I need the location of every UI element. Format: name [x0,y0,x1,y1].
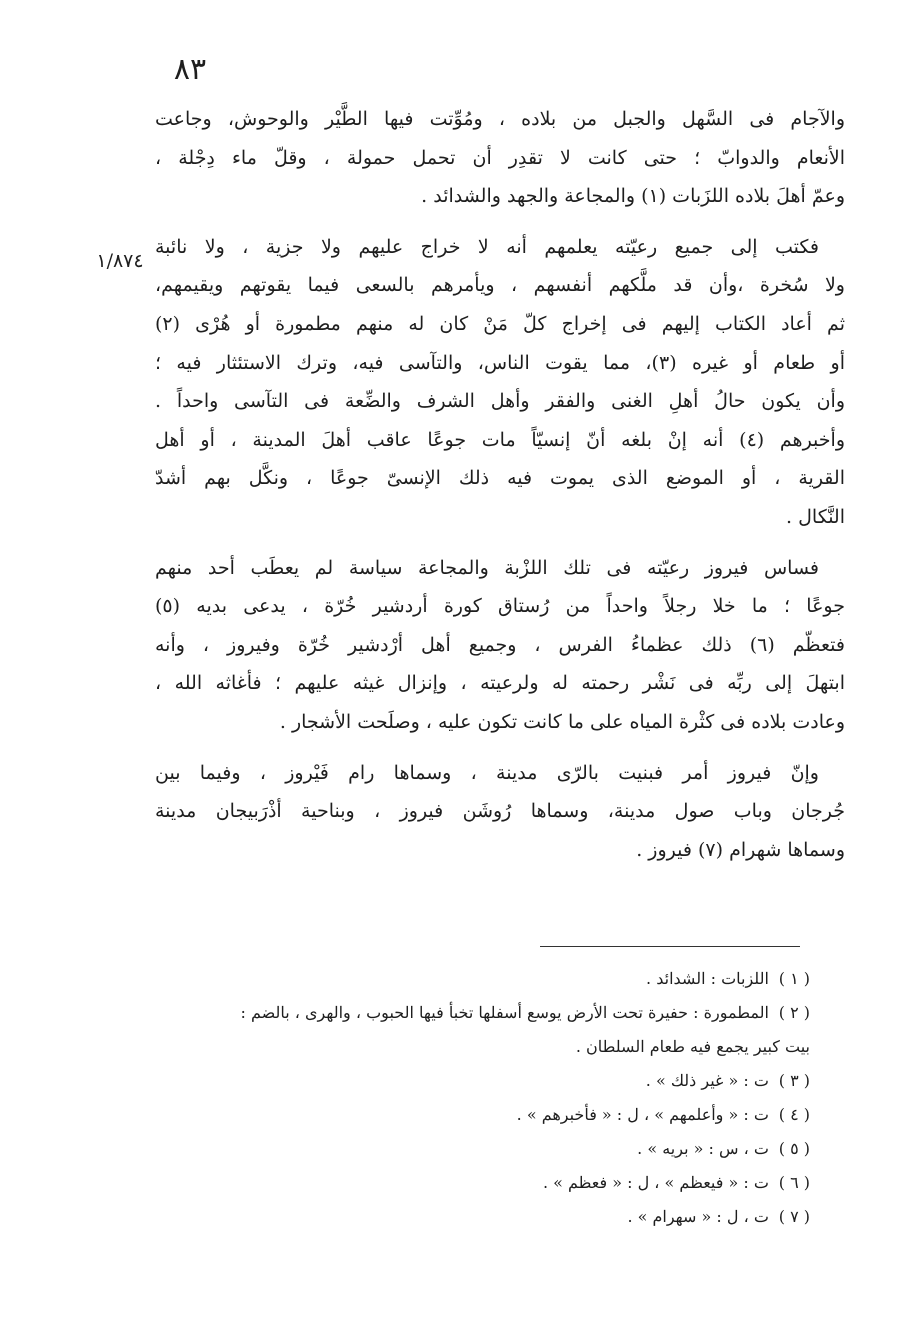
text-line: وعمّ أهلَ بلاده اللزَبات (١) والمجاعة والجهد والشدائد . [421,185,845,208]
text-line: فتعظّم (٦) ذلك عظماءُ الفرس ، وجميع أهل أرْدشير خُرّة وفيروز ، وأنه [155,633,845,656]
text-line: فكتب إلى جميع رعيّته يعلمهم أنه لا خراج عليهم ولا جزية ، ولا نائبة [155,235,819,258]
text-line: الأنعام والدوابّ ؛ حتى كانت لا تقدِر أن تحمل حمولة ، وقلّ ماء دِجْلة ، [155,146,845,169]
footnote-label: ( ٢ ) [778,1003,810,1022]
footnote-text: ت : « فيعظم » ، ل : « فعظم » . [542,1173,769,1192]
text-line: ابتهلَ إلى ربِّه فى نَشْر رحمته له ولرعيته ، وإنزال غيثه عليهم ؛ فأغاثه الله ، [155,672,845,695]
text-line: ولا سُخرة ،وأن قد ملَّكهم أنفسهم ، ويأمرهم بالسعى فيما يقوتهم ويقيمهم، [155,274,845,297]
footnote-text: ت ، س : « بريه » . [637,1139,769,1158]
footnote [110,996,810,1030]
footnote-label: ( ٤ ) [778,1105,810,1124]
paragraph [155,100,845,216]
footnote-text: ت : « وأعلمهم » ، ل : « فأخبرهم » . [516,1105,769,1124]
footnote-continuation: بيت كبير يجمع فيه طعام السلطان . [575,1037,810,1056]
text-line: جُرجان وباب صول مدينة، وسماها رُوشَن فيروز ، وبناحية أذْرَبيجان مدينة [155,800,845,823]
page-number: ٨٣ [173,52,207,87]
footnote [110,1098,810,1132]
footnote-divider [540,946,800,947]
margin-reference: ١/٨٧٤ [96,250,144,272]
footnote-text: اللزبات : الشدائد . [646,969,769,988]
footnote-label: ( ٦ ) [778,1173,810,1192]
footnote-label: ( ١ ) [778,969,810,988]
footnote [110,962,810,996]
text-line: القرية ، أو الموضع الذى يموت فيه ذلك الإنسىّ جوعًا ، ونكَّل بهم أشدّ [155,467,845,490]
footnote [110,1132,810,1166]
text-line: والآجام فى السَّهل والجبل من بلاده ، ومُوِّتت فيها الطَّيْر والوحوش، وجاعت [155,108,845,130]
text-line: وأخبرهم (٤) أنه إنْ بلغه أنّ إنسيّاً مات جوعًا عاقب أهلَ المدينة ، أو أهل [155,428,845,451]
text-line: فساس فيروز رعيّته فى تلك اللزْبة والمجاعة سياسة لم يعطَب أحد منهم [155,556,819,579]
footnote [110,1064,810,1098]
footnote [110,1200,810,1234]
footnote [110,1166,810,1200]
paragraph [155,754,845,870]
paragraph [155,228,845,537]
footnotes [110,962,810,1234]
text-line: وأن يكون حالُ أهلِ الغنى والفقر وأهل الشرف والضِّعة فى التآسى واحداً . [155,390,845,413]
text-line: ثم أعاد الكتاب إليهم فى إخراج كلّ مَنْ كان له منهم مطمورة أو هُرْى (٢) [155,312,845,335]
footnote-label: ( ٣ ) [778,1071,810,1090]
paragraph [155,549,845,742]
footnote-text: ت : « غير ذلك » . [645,1071,769,1090]
footnote-text: ت ، ل : « سهرام » . [627,1207,769,1226]
footnote-label: ( ٥ ) [778,1139,810,1158]
text-line: جوعًا ؛ ما خلا رجلاً واحداً من رُستاق كورة أردشير خُرّة ، يدعى بديه (٥) [155,595,845,618]
text-line: النَّكال . [786,505,845,528]
text-line: وإنّ فيروز أمر فبنيت بالرّى مدينة ، وسماها رام فَيْروز ، وفيما بين [155,761,819,784]
main-text [155,100,845,869]
footnote-text: المطمورة : حفيرة تحت الأرض يوسع أسفلها تخبأ فيها الحبوب ، والهرى ، بالضم : [240,1003,769,1022]
text-line: وسماها شهرام (٧) فيروز . [636,838,845,861]
footnote-label: ( ٧ ) [778,1207,810,1226]
text-line: أو طعام أو غيره (٣)، مما يقوت الناس، والتآسى فيه، وترك الاستئثار فيه ؛ [155,351,845,374]
text-line: وعادت بلاده فى كثْرة المياه على ما كانت تكون عليه ، وصلَحت الأشجار . [279,710,845,733]
